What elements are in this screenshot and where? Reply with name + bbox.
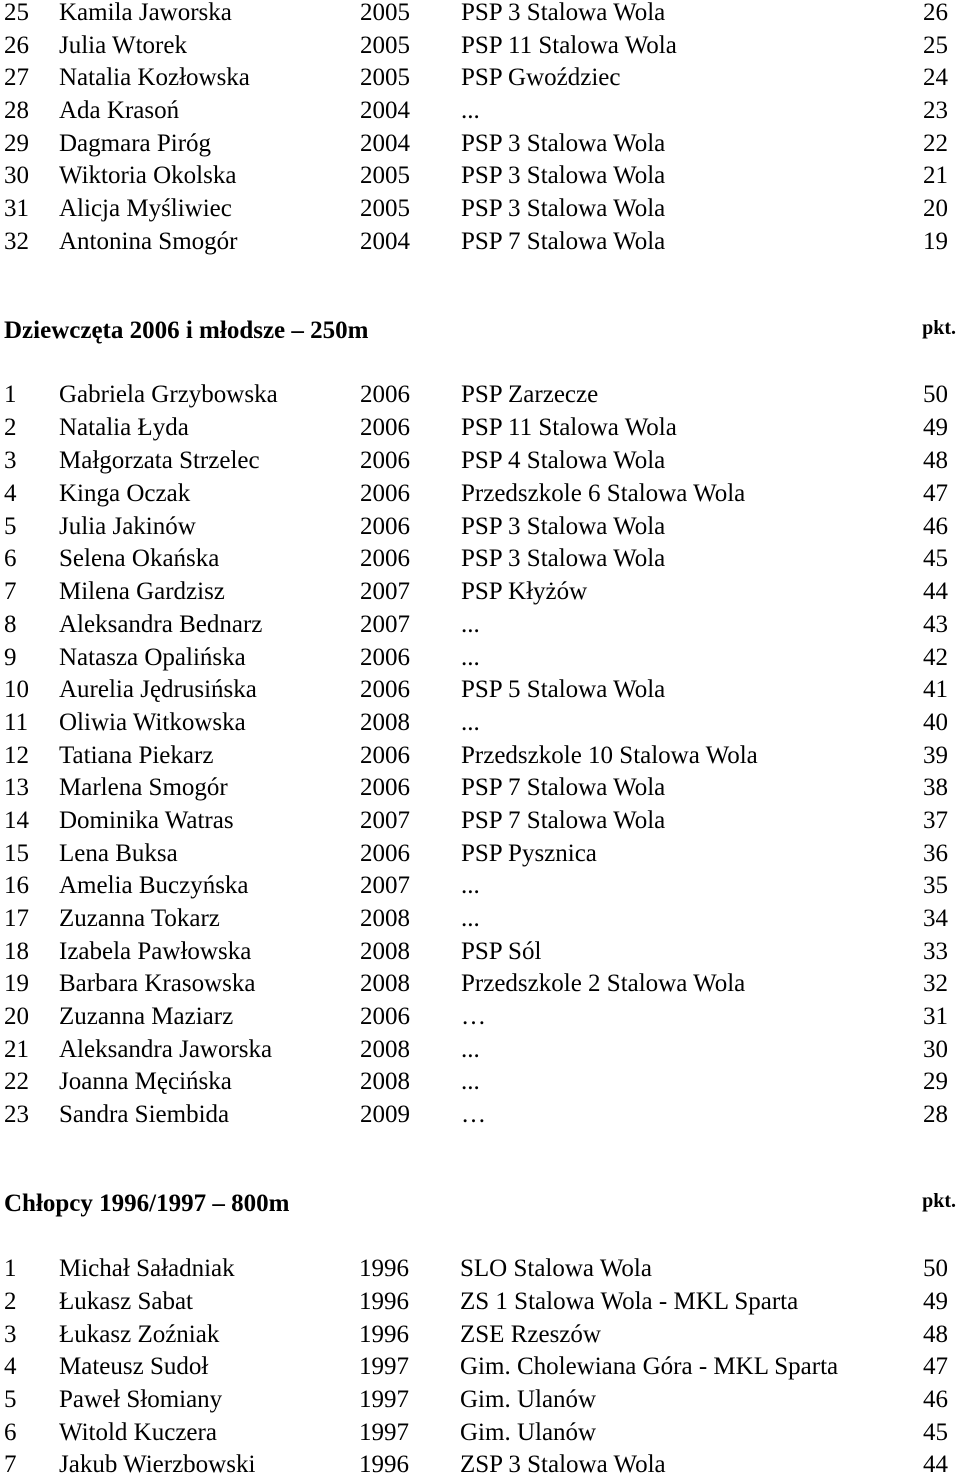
result-row: 5 Julia Jakinów 2006 PSP 3 Stalowa Wola 46 (4, 513, 948, 540)
result-row: 1 Gabriela Grzybowska 2006 PSP Zarzecze 50 (4, 381, 948, 408)
result-row: 21 Aleksandra Jaworska 2008 ... 30 (4, 1036, 948, 1063)
result-row: 13 Marlena Smogór 2006 PSP 7 Stalowa Wola 38 (4, 774, 948, 801)
result-row: 14 Dominika Watras 2007 PSP 7 Stalowa Wola 37 (4, 807, 948, 834)
result-row: 3 Małgorzata Strzelec 2006 PSP 4 Stalowa Wola 48 (4, 447, 948, 474)
result-row: 30 Wiktoria Okolska 2005 PSP 3 Stalowa Wola 21 (4, 162, 948, 189)
result-row: 6 Selena Okańska 2006 PSP 3 Stalowa Wola 45 (4, 545, 948, 572)
result-row: 17 Zuzanna Tokarz 2008 ... 34 (4, 905, 948, 932)
result-row: 10 Aurelia Jędrusińska 2006 PSP 5 Stalowa Wola 41 (4, 676, 948, 703)
result-row: 9 Natasza Opalińska 2006 ... 42 (4, 644, 948, 671)
section-title: Chłopcy 1996/1997 – 800m (4, 1190, 290, 1217)
section-title: Dziewczęta 2006 i młodsze – 250m (4, 317, 369, 344)
result-row: 32 Antonina Smogór 2004 PSP 7 Stalowa Wola 19 (4, 228, 948, 255)
result-row: 5 Paweł Słomiany 1997 Gim. Ulanów 46 (4, 1386, 948, 1413)
result-row: 6 Witold Kuczera 1997 Gim. Ulanów 45 (4, 1419, 948, 1446)
result-row: 7 Jakub Wierzbowski 1996 ZSP 3 Stalowa Wola 44 (4, 1451, 948, 1478)
result-row: 27 Natalia Kozłowska 2005 PSP Gwoździec 24 (4, 64, 948, 91)
result-row: 4 Kinga Oczak 2006 Przedszkole 6 Stalowa Wola 47 (4, 480, 948, 507)
result-row: 3 Łukasz Zoźniak 1996 ZSE Rzeszów 48 (4, 1321, 948, 1348)
result-row: 28 Ada Krasoń 2004 ... 23 (4, 97, 948, 124)
result-row: 16 Amelia Buczyńska 2007 ... 35 (4, 872, 948, 899)
result-row: 7 Milena Gardzisz 2007 PSP Kłyżów 44 (4, 578, 948, 605)
result-row: 4 Mateusz Sudoł 1997 Gim. Cholewiana Góra - MKL Sparta 47 (4, 1353, 948, 1380)
result-row: 1 Michał Saładniak 1996 SLO Stalowa Wola 50 (4, 1255, 948, 1282)
result-row: 2 Łukasz Sabat 1996 ZS 1 Stalowa Wola - MKL Sparta 49 (4, 1288, 948, 1315)
result-row: 2 Natalia Łyda 2006 PSP 11 Stalowa Wola 49 (4, 414, 948, 441)
points-column-label: pkt. (922, 317, 956, 339)
result-row: 29 Dagmara Piróg 2004 PSP 3 Stalowa Wola 22 (4, 130, 948, 157)
result-row: 8 Aleksandra Bednarz 2007 ... 43 (4, 611, 948, 638)
result-row: 23 Sandra Siembida 2009 … 28 (4, 1101, 948, 1128)
result-row: 12 Tatiana Piekarz 2006 Przedszkole 10 Stalowa Wola 39 (4, 742, 948, 769)
result-row: 11 Oliwia Witkowska 2008 ... 40 (4, 709, 948, 736)
result-row: 20 Zuzanna Maziarz 2006 … 31 (4, 1003, 948, 1030)
result-row: 25 Kamila Jaworska 2005 PSP 3 Stalowa Wola 26 (4, 0, 948, 26)
result-row: 31 Alicja Myśliwiec 2005 PSP 3 Stalowa Wola 20 (4, 195, 948, 222)
result-row: 19 Barbara Krasowska 2008 Przedszkole 2 Stalowa Wola 32 (4, 970, 948, 997)
result-row: 15 Lena Buksa 2006 PSP Pysznica 36 (4, 840, 948, 867)
result-row: 18 Izabela Pawłowska 2008 PSP Sól 33 (4, 938, 948, 965)
points-column-label: pkt. (922, 1190, 956, 1212)
result-row: 22 Joanna Męcińska 2008 ... 29 (4, 1068, 948, 1095)
result-row: 26 Julia Wtorek 2005 PSP 11 Stalowa Wola 25 (4, 32, 948, 59)
